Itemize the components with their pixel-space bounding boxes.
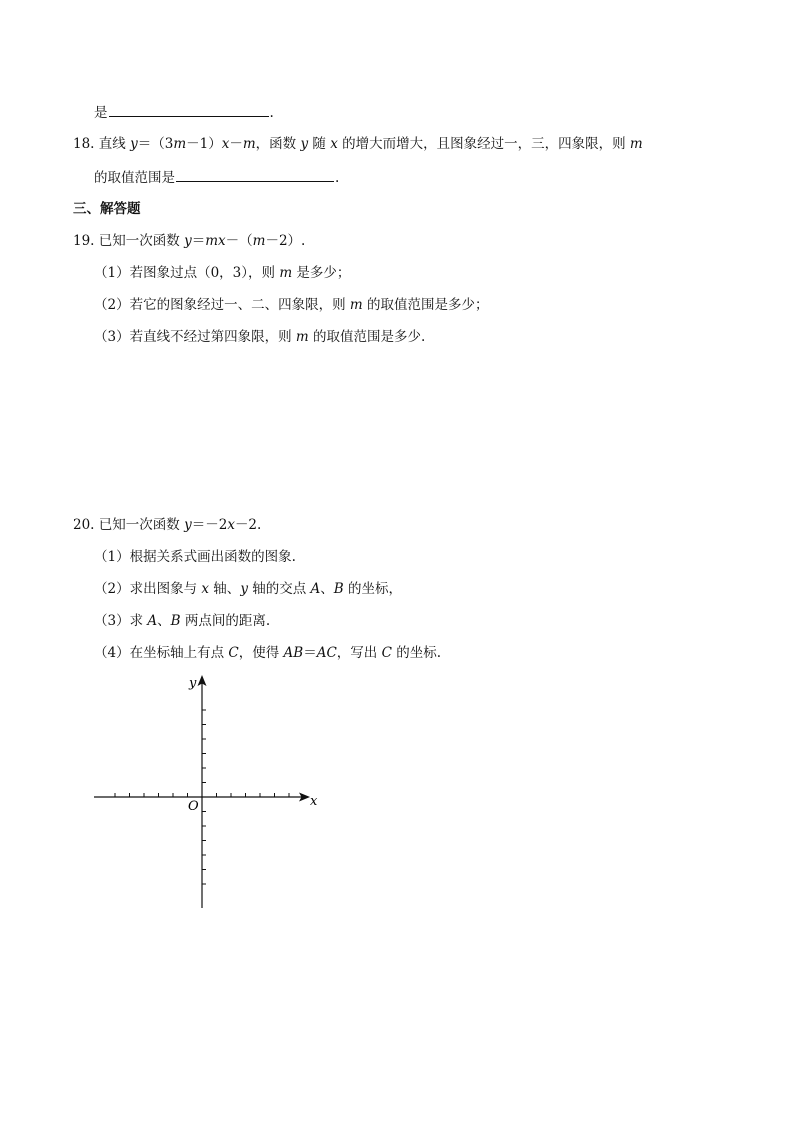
- q17-tail-suffix: .: [269, 105, 274, 121]
- q20-part-text: ＝: [303, 645, 317, 661]
- q18-var-m: m: [629, 136, 643, 152]
- x-axis-label: x: [310, 794, 318, 809]
- q20-part-3: [94, 612, 270, 630]
- q19-part-text: 的取值范围是多少；: [362, 297, 489, 313]
- y-axis-label: y: [189, 676, 197, 691]
- q19-var-m: m: [279, 265, 293, 281]
- q19-text: －2）.: [265, 233, 306, 249]
- q20-point-b: B: [170, 613, 181, 629]
- q20-part-text: 轴的交点: [247, 581, 311, 597]
- axes-lines: [94, 682, 303, 908]
- q18-text: －: [229, 136, 243, 152]
- q20-part-text: 求: [129, 613, 148, 629]
- q20-part-text: 求出图象与: [129, 581, 202, 597]
- q18-var-m: m: [242, 136, 256, 152]
- q17-answer-blank[interactable]: [109, 102, 269, 117]
- q20-text: 已知一次函数: [98, 517, 185, 533]
- q20-part-text: 的坐标.: [391, 645, 442, 661]
- q20-var-y: y: [240, 581, 248, 597]
- q20-part-label: （2）: [94, 581, 130, 597]
- q19-part-label: （3）: [94, 329, 130, 345]
- q19-var-m: m: [252, 233, 266, 249]
- q20-stem: [73, 516, 261, 534]
- q20-part-text: ，使得: [238, 645, 284, 661]
- origin-label: O: [188, 799, 199, 814]
- q18-text: .: [335, 170, 340, 186]
- section-title: 三、解答题: [73, 201, 141, 217]
- q19-text: 已知一次函数: [98, 233, 185, 249]
- q20-part-1: [94, 548, 296, 566]
- q18-text: 直线: [98, 136, 131, 152]
- q17-tail: [94, 102, 274, 122]
- q18-text: 的取值范围是: [94, 170, 175, 186]
- q20-part-text: 轴、: [209, 581, 241, 597]
- q20-text: ＝－2: [191, 517, 228, 533]
- q18-var-y: y: [300, 136, 309, 152]
- q18-text: －1）: [186, 136, 222, 152]
- q20-part-text: 、: [320, 581, 334, 597]
- q19-part-text: 是多少；: [292, 265, 351, 281]
- q18-text: ＝（3: [137, 136, 174, 152]
- q19-part-text: 若直线不经过第四象限，则: [129, 329, 296, 345]
- q20-text: －2.: [234, 517, 262, 533]
- q18-line-1: [73, 135, 643, 153]
- q18-answer-blank[interactable]: [176, 167, 334, 182]
- q19-part-2: [94, 296, 489, 314]
- q18-text: 的增大而增大，且图象经过一，三，四象限，则: [337, 136, 630, 152]
- q20-segment-ab: AB: [283, 645, 304, 661]
- q18-number: 18.: [73, 136, 95, 152]
- q19-part-text: 的取值范围是多少.: [308, 329, 426, 345]
- q19-part-3: [94, 328, 425, 346]
- q18-line-2: [94, 167, 339, 187]
- q20-segment-ac: AC: [316, 645, 337, 661]
- q20-point-a: A: [310, 581, 321, 597]
- q20-part-text: 在坐标轴上有点: [129, 645, 229, 661]
- q19-part-text: 若它的图象经过一、二、四象限，则: [129, 297, 350, 313]
- q19-text: －（: [225, 233, 253, 249]
- q20-point-b: B: [333, 581, 344, 597]
- q19-var-y: y: [184, 233, 192, 249]
- q19-stem: [73, 232, 305, 250]
- q17-tail-prefix: 是: [94, 105, 108, 121]
- q20-part-text: 的坐标，: [343, 581, 403, 597]
- q20-part-label: （3）: [94, 613, 130, 629]
- q18-var-y: y: [130, 136, 138, 152]
- q18-text: 随: [308, 136, 331, 152]
- q18-var-x: x: [221, 136, 230, 152]
- q19-var-m: m: [349, 297, 363, 313]
- q20-part-4: [94, 644, 441, 662]
- q20-part-text: ，写出: [336, 645, 382, 661]
- q20-part-2: [94, 580, 402, 598]
- q20-part-text: 、: [157, 613, 171, 629]
- q19-var-mx: mx: [205, 233, 226, 249]
- q20-point-a: A: [147, 613, 158, 629]
- q19-part-text: 若图象过点（0，3），则: [129, 265, 280, 281]
- q20-var-y: y: [184, 517, 192, 533]
- q19-part-label: （2）: [94, 297, 130, 313]
- q20-point-c: C: [381, 645, 392, 661]
- q19-part-1: [94, 264, 350, 282]
- q18-var-x: x: [330, 136, 338, 152]
- q19-var-m: m: [295, 329, 309, 345]
- q20-var-x: x: [201, 581, 210, 597]
- q18-var-m: m: [173, 136, 187, 152]
- q18-text: ，函数: [255, 136, 301, 152]
- q20-part-label: （4）: [94, 645, 130, 661]
- q19-number: 19.: [73, 233, 95, 249]
- q20-part-text: 两点间的距离.: [180, 613, 271, 629]
- q20-number: 20.: [73, 517, 95, 533]
- q19-part-label: （1）: [94, 265, 130, 281]
- q19-text: ＝: [191, 233, 206, 249]
- q20-part-label: （1）: [94, 549, 130, 565]
- q20-point-c: C: [228, 645, 239, 661]
- q20-part-text: 根据关系式画出函数的图象.: [129, 549, 296, 565]
- coordinate-axes-figure: [88, 672, 328, 917]
- q20-var-x: x: [227, 517, 235, 533]
